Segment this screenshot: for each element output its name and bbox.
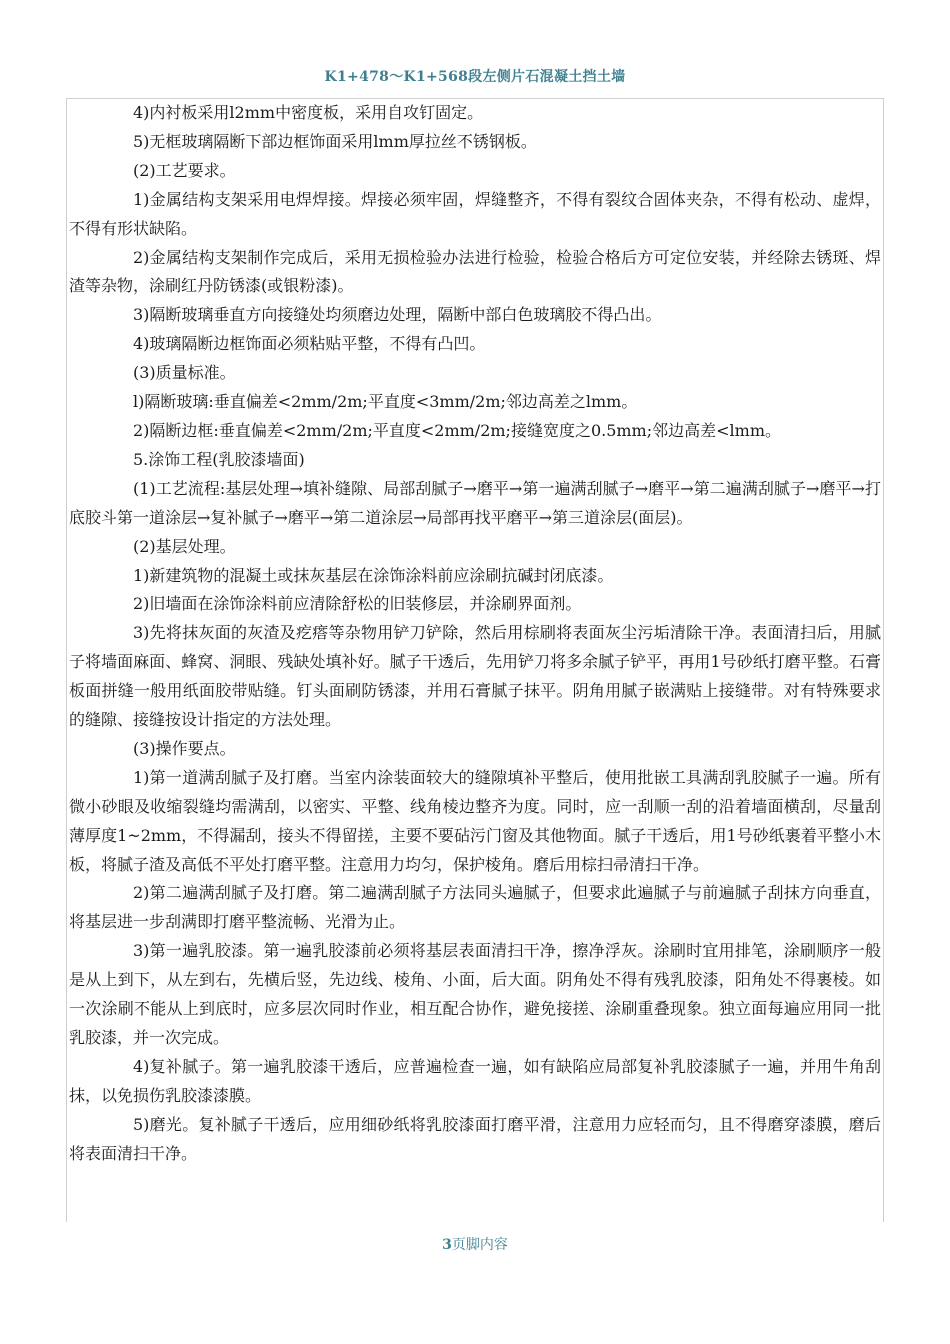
footer-label: 页脚内容 [451,1237,508,1253]
section-heading: (3)质量标准。 [133,363,236,383]
paragraph: 5)无框玻璃隔断下部边框饰面采用lmm厚拉丝不锈钢板。 [133,131,537,151]
paragraph: 5)磨光。复补腻子干透后，应用细砂纸将乳胶漆面打磨平滑，注意用力应轻而匀，且不得磨穿漆膜，磨后将表面清扫干净。 [69,1114,881,1163]
section-heading: (2)基层处理。 [133,536,236,556]
content-frame [66,98,884,1222]
paragraph: 4)复补腻子。第一遍乳胶漆干透后，应普遍检查一遍，如有缺陷应局部复补乳胶漆腻子一遍，并用牛角刮抹，以免损伤乳胶漆漆膜。 [69,1056,881,1105]
section-heading: 5.涂饰工程(乳胶漆墙面) [133,449,305,469]
section-heading: (3)操作要点。 [133,738,236,758]
paragraph: 1)第一道满刮腻子及打磨。当室内涂装面较大的缝隙填补平整后，使用批嵌工具满刮乳胶腻子一遍。所有微小砂眼及收缩裂缝均需满刮，以密实、平整、线角棱边整齐为度。同时，应一刮顺一刮的沿着墙面横刮，尽量刮薄厚度1~2mm，不得漏刮，接头不得留搓，主要不要砧污门窗及其他物面。腻子干透后，用1号砂纸裹着平整小木板，将腻子渣及高低不平处打磨平整。注意用力均匀，保护棱角。磨后用棕扫帚清扫干净。 [69,767,881,874]
paragraph: 2)金属结构支架制作完成后，采用无损检验办法进行检验，检验合格后方可定位安装，并经除去锈斑、焊渣等杂物，涂刷红丹防锈漆(或银粉漆)。 [69,247,881,296]
page-footer [0,1234,950,1254]
paragraph: 1)新建筑物的混凝土或抹灰基层在涂饰涂料前应涂刷抗碱封闭底漆。 [133,565,614,585]
paragraph: 2)隔断边框:垂直偏差<2mm/2m;平直度<2mm/2m;接缝宽度之0.5mm;邻边高差<lmm。 [133,420,781,440]
section-heading: (2)工艺要求。 [133,160,236,180]
paragraph: 2)旧墙面在涂饰涂料前应清除舒松的旧装修层，并涂刷界面剂。 [133,594,582,614]
paragraph: 2)第二遍满刮腻子及打磨。第二遍满刮腻子方法同头遍腻子，但要求此遍腻子与前遍腻子刮抹方向垂直，将基层进一步刮满即打磨平整流畅、光滑为止。 [69,883,881,932]
paragraph: 1)金属结构支架采用电焊焊接。焊接必须牢固，焊缝整齐，不得有裂纹合固体夹杂，不得有松动、虚焊，不得有形状缺陷。 [69,189,881,238]
paragraph: 3)第一遍乳胶漆。第一遍乳胶漆前必须将基层表面清扫干净，擦净浮灰。涂刷时宜用排笔，涂刷顺序一般是从上到下，从左到右，先横后竖，先边线、棱角、小面，后大面。阴角处不得有残乳胶漆，阳角处不得裹棱。如一次涂刷不能从上到底时，应多层次同时作业，相互配合协作，避免接搓、涂刷重叠现象。独立面每遍应用同一批乳胶漆，并一次完成。 [69,941,881,1047]
document-body [69,99,881,1169]
paragraph: 3)隔断玻璃垂直方向接缝处均须磨边处理，隔断中部白色玻璃胶不得凸出。 [133,305,662,325]
paragraph: 4)内衬板采用l2mm中密度板，采用自攻钉固定。 [133,103,484,122]
paragraph: 4)玻璃隔断边框饰面必须粘贴平整，不得有凸凹。 [133,334,486,354]
page-number: 3 [442,1237,452,1253]
paragraph: 3)先将抹灰面的灰渣及疙瘩等杂物用铲刀铲除，然后用棕刷将表面灰尘污垢清除干净。表面清扫后，用腻子将墙面麻面、蜂窝、洞眼、残缺处填补好。腻子干透后，先用铲刀将多余腻子铲平，再用1号砂纸打磨平整。石膏板面拼缝一般用纸面胶带贴缝。钉头面刷防锈漆，并用石膏腻子抹平。阴角用腻子嵌满贴上接缝带。对有特殊要求的缝隙、接缝按设计指定的方法处理。 [69,623,881,730]
paragraph: l)隔断玻璃:垂直偏差<2mm/2m;平直度<3mm/2m;邻边高差之lmm。 [133,392,638,412]
paragraph: (1)工艺流程:基层处理→填补缝隙、局部刮腻子→磨平→第一遍满刮腻子→磨平→第二遍满刮腻子→磨平→打底胶斗第一道涂层→复补腻子→磨平→第二道涂层→局部再找平磨平→第三道涂层(面层)。 [69,478,881,527]
page-header [0,66,950,86]
header-title: K1+478～K1+568段左侧片石混凝土挡土墙 [324,69,626,85]
